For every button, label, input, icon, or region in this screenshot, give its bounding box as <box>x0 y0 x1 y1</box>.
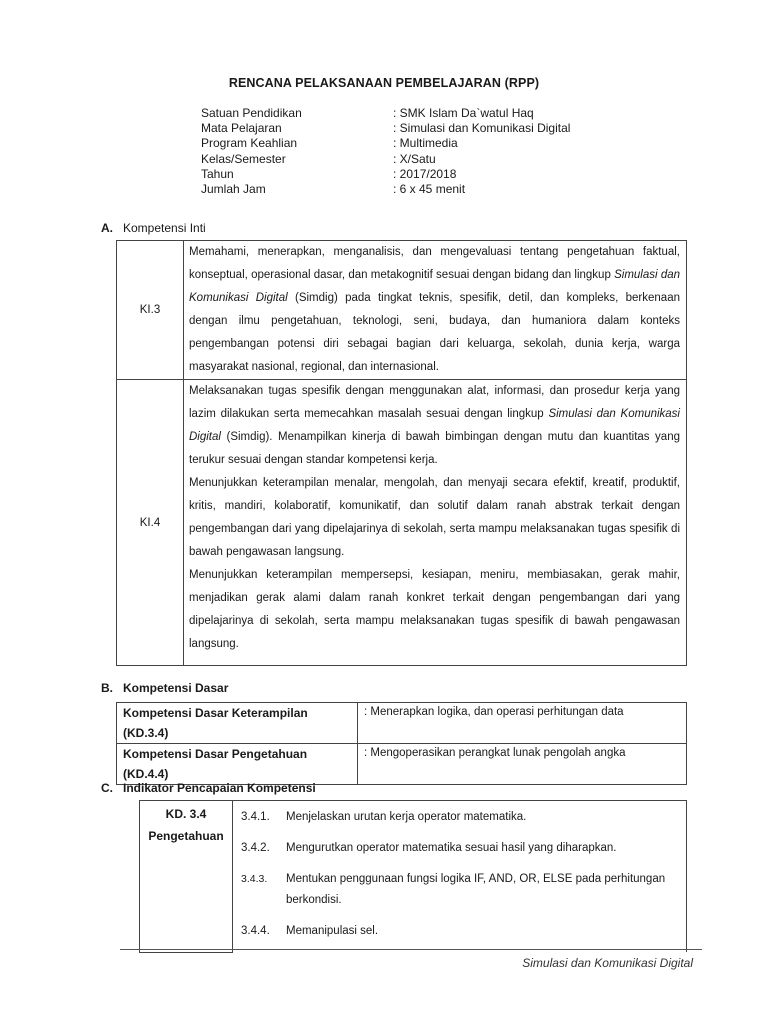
section-letter: C. <box>101 781 113 795</box>
section-letter: A. <box>101 221 113 235</box>
section-title: Kompetensi Inti <box>123 221 206 235</box>
kd-code: (KD.4.4) <box>123 767 169 781</box>
indicator-text: Mengurutkan operator matematika sesuai hasil yang diharapkan. <box>286 842 617 854</box>
kd-label-cell <box>117 744 358 785</box>
identity-value: : Multimedia <box>393 136 458 151</box>
ki-paragraph <box>189 241 680 379</box>
ki-code-cell: KI.4 <box>117 380 184 666</box>
kd-number: KD. 3.4 <box>165 807 207 821</box>
subject-name-italic: Simulasi dan Komunikasi Digital <box>189 269 681 304</box>
identity-value: : Simulasi dan Komunikasi Digital <box>393 121 571 136</box>
document-title: RENCANA PELAKSANAAN PEMBELAJARAN (RPP) <box>228 76 540 90</box>
kompetensi-dasar-table <box>116 702 687 785</box>
list-item <box>233 807 686 828</box>
section-title: Indikator Pencapaian Kompetensi <box>123 781 316 795</box>
kd-label-cell <box>117 703 358 744</box>
section-b-heading <box>101 681 228 695</box>
table-row <box>117 241 687 380</box>
section-title: Kompetensi Dasar <box>123 681 229 695</box>
indicator-number: 3.4.1. <box>241 811 270 823</box>
table-row <box>117 380 687 666</box>
indicator-text: Memanipulasi sel. <box>286 925 379 937</box>
section-c-heading <box>101 781 316 795</box>
indikator-list-cell <box>233 801 687 953</box>
kd-label: Kompetensi Dasar Pengetahuan <box>123 747 308 761</box>
footer-subject: Simulasi dan Komunikasi Digital <box>522 956 693 970</box>
kd-label: Kompetensi Dasar Keterampilan <box>123 706 308 720</box>
ki-text: (Simdig). Menampilkan kinerja di bawah bimbingan dengan mutu dan kuantitas yang terukur sesuai dengan standar kompetensi kerja. <box>189 431 680 466</box>
identity-value: : SMK Islam Da`watul Haq <box>393 106 534 120</box>
subject-name-italic: Simulasi dan Komunikasi Digital <box>189 408 680 443</box>
table-row <box>117 744 687 785</box>
list-item <box>233 921 686 942</box>
section-letter: B. <box>101 681 113 695</box>
identity-label: Kelas/Semester <box>201 151 286 166</box>
ki-code-cell: KI.3 <box>117 241 184 380</box>
indicator-text: Mentukan penggunaan fungsi logika IF, AND, OR, ELSE pada perhitungan berkondisi. <box>286 873 666 906</box>
indicator-text: Menjelaskan urutan kerja operator matematika. <box>286 811 527 823</box>
ki-paragraph <box>189 380 680 472</box>
indikator-table <box>139 800 687 953</box>
indicator-number: 3.4.2. <box>241 842 270 854</box>
ki-paragraph: Menunjukkan keterampilan mempersepsi, kesiapan, meniru, membiasakan, gerak mahir, menjadikan gerak alami dalam ranah konkret terkait dengan pengembangan dari yang dipelajarinya di sekolah, serta mampu melaksanakan tugas spesifik di bawah pengawasan langsung. <box>189 569 680 650</box>
indikator-head-cell <box>140 801 233 953</box>
ki-paragraph: Menunjukkan keterampilan menalar, mengolah, dan menyaji secara efektif, kreatif, produktif, kritis, mandiri, kolaboratif, komunikatif, dan solutif dalam ranah abstrak terkait dengan pengembangan dari yang dipelajarinya di sekolah, serta mampu melaksanakan tugas spesifik di bawah pengawasan langsung. <box>189 477 680 558</box>
identity-label: Mata Pelajaran <box>201 121 282 136</box>
kd-domain: Pengetahuan <box>148 829 224 843</box>
list-item <box>233 838 686 859</box>
indicator-number: 3.4.4. <box>241 925 270 937</box>
identity-label: Program Keahlian <box>201 136 298 151</box>
ki-text: (Simdig) pada tingkat teknis, spesifik, detil, dan kompleks, berkenaan dengan ilmu pengetahuan, teknologi, seni, budaya, dan humaniora dalam konteks pengembangan potensi diri sebagai bagian dari keluarga, sekolah, dunia kerja, warga masyarakat nasional, regional, dan internasional. <box>189 292 680 373</box>
identity-label: Tahun <box>201 166 234 181</box>
kd-value-cell: : Menerapkan logika, dan operasi perhitungan data <box>358 703 687 744</box>
kompetensi-inti-table <box>116 240 687 666</box>
identity-label: Jumlah Jam <box>201 181 266 196</box>
indicator-number: 3.4.3. <box>241 873 268 885</box>
table-row <box>117 703 687 744</box>
section-a-heading <box>101 221 206 235</box>
identity-label: Satuan Pendidikan <box>201 106 302 120</box>
ki-text-cell <box>184 241 687 380</box>
footer-divider <box>120 949 702 950</box>
identity-value: : 2017/2018 <box>393 166 457 181</box>
ki-text: Melaksanakan tugas spesifik dengan menggunakan alat, informasi, dan prosedur kerja yang lazim dilakukan serta memecahkan masalah sesuai dengan lingkup <box>189 385 680 420</box>
table-row <box>140 801 687 953</box>
kd-value-cell: : Mengoperasikan perangkat lunak pengolah angka <box>358 744 687 785</box>
ki-text: Memahami, menerapkan, menganalisis, dan mengevaluasi tentang pengetahuan faktual, konseptual, operasional dasar, dan metakognitif sesuai dengan bidang dan lingkup <box>189 246 680 281</box>
kd-code: (KD.3.4) <box>123 726 169 740</box>
list-item <box>233 869 686 911</box>
identity-value: : 6 x 45 menit <box>393 181 466 196</box>
ki-text-cell <box>184 380 687 666</box>
identity-value: : X/Satu <box>393 151 436 166</box>
